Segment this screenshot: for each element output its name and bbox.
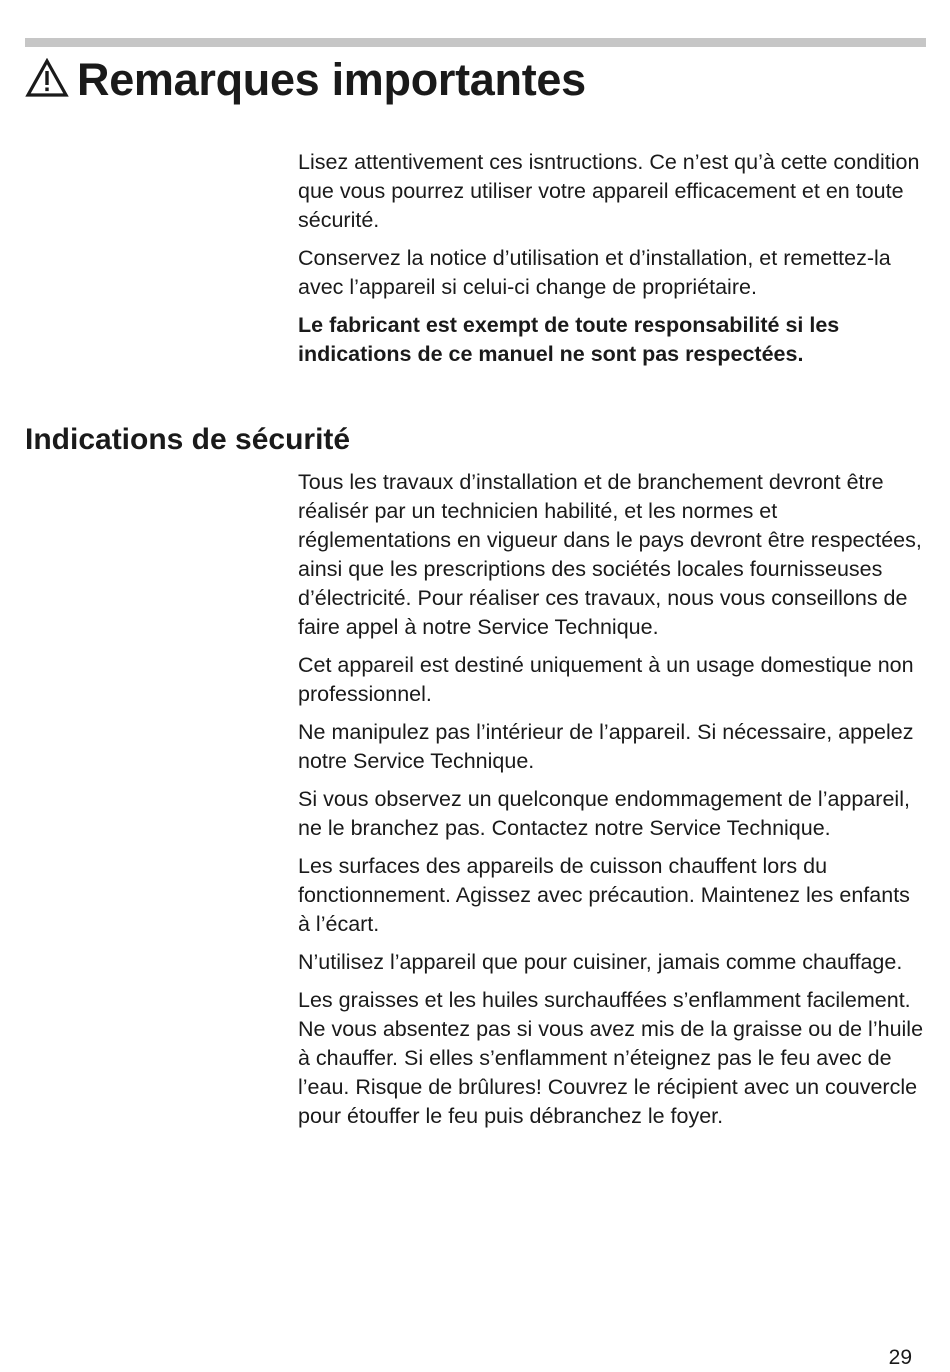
section-heading: Indications de sécurité xyxy=(25,423,351,456)
safety-paragraph: Les surfaces des appareils de cuisson chauffent lors du fonctionnement. Agissez avec précaution. Maintenez les enfants à l’écart. xyxy=(298,854,910,936)
safety-paragraph: N’utilisez l’appareil que pour cuisiner, jamais comme chauffage. xyxy=(298,950,903,974)
top-rule xyxy=(25,38,926,47)
intro-section xyxy=(298,148,926,378)
page-number: 29 xyxy=(888,1346,912,1369)
safety-paragraph: Les graisses et les huiles surchauffées s’enflamment facilement. Ne vous absentez pas si vous avez mis de la graisse ou de l’huile à chauffer. Si elles s’enflamment n’éteignez pas le feu avec de l’eau. Risque de brûlures! Couvrez le récipient avec un couvercle pour étouffer le feu puis débranchez le foyer. xyxy=(298,988,924,1128)
safety-paragraph: Cet appareil est destiné uniquement à un usage domestique non professionnel. xyxy=(298,653,914,706)
safety-paragraph: Ne manipulez pas l’intérieur de l’appareil. Si nécessaire, appelez notre Service Technique. xyxy=(298,720,914,773)
page-title-text: Remarques importantes xyxy=(77,54,586,105)
warning-triangle-icon xyxy=(25,58,69,98)
safety-paragraph: Si vous observez un quelconque endommagement de l’appareil, ne le branchez pas. Contactez notre Service Technique. xyxy=(298,787,910,840)
safety-paragraph: Tous les travaux d’installation et de branchement devront être réalisér par un technicien habilité, et les normes et réglementations en vigueur dans le pays devront être respectées, ainsi que les prescriptions des sociétés locales fournisseuses d’électricité. Pour réaliser ces travaux, nous vous conseillons de faire appel à notre Service Technique. xyxy=(298,470,922,639)
intro-paragraph: Conservez la notice d’utilisation et d’installation, et remettez-la avec l’appareil si celui-ci change de propriétaire. xyxy=(298,246,891,299)
page-title xyxy=(25,52,586,108)
liability-disclaimer: Le fabricant est exempt de toute responsabilité si les indications de ce manuel ne sont pas respectées. xyxy=(298,313,840,366)
intro-paragraph: Lisez attentivement ces isntructions. Ce n’est qu’à cette condition que vous pourrez utiliser votre appareil efficacement et en toute sécurité. xyxy=(298,150,920,232)
safety-section xyxy=(298,468,926,1140)
